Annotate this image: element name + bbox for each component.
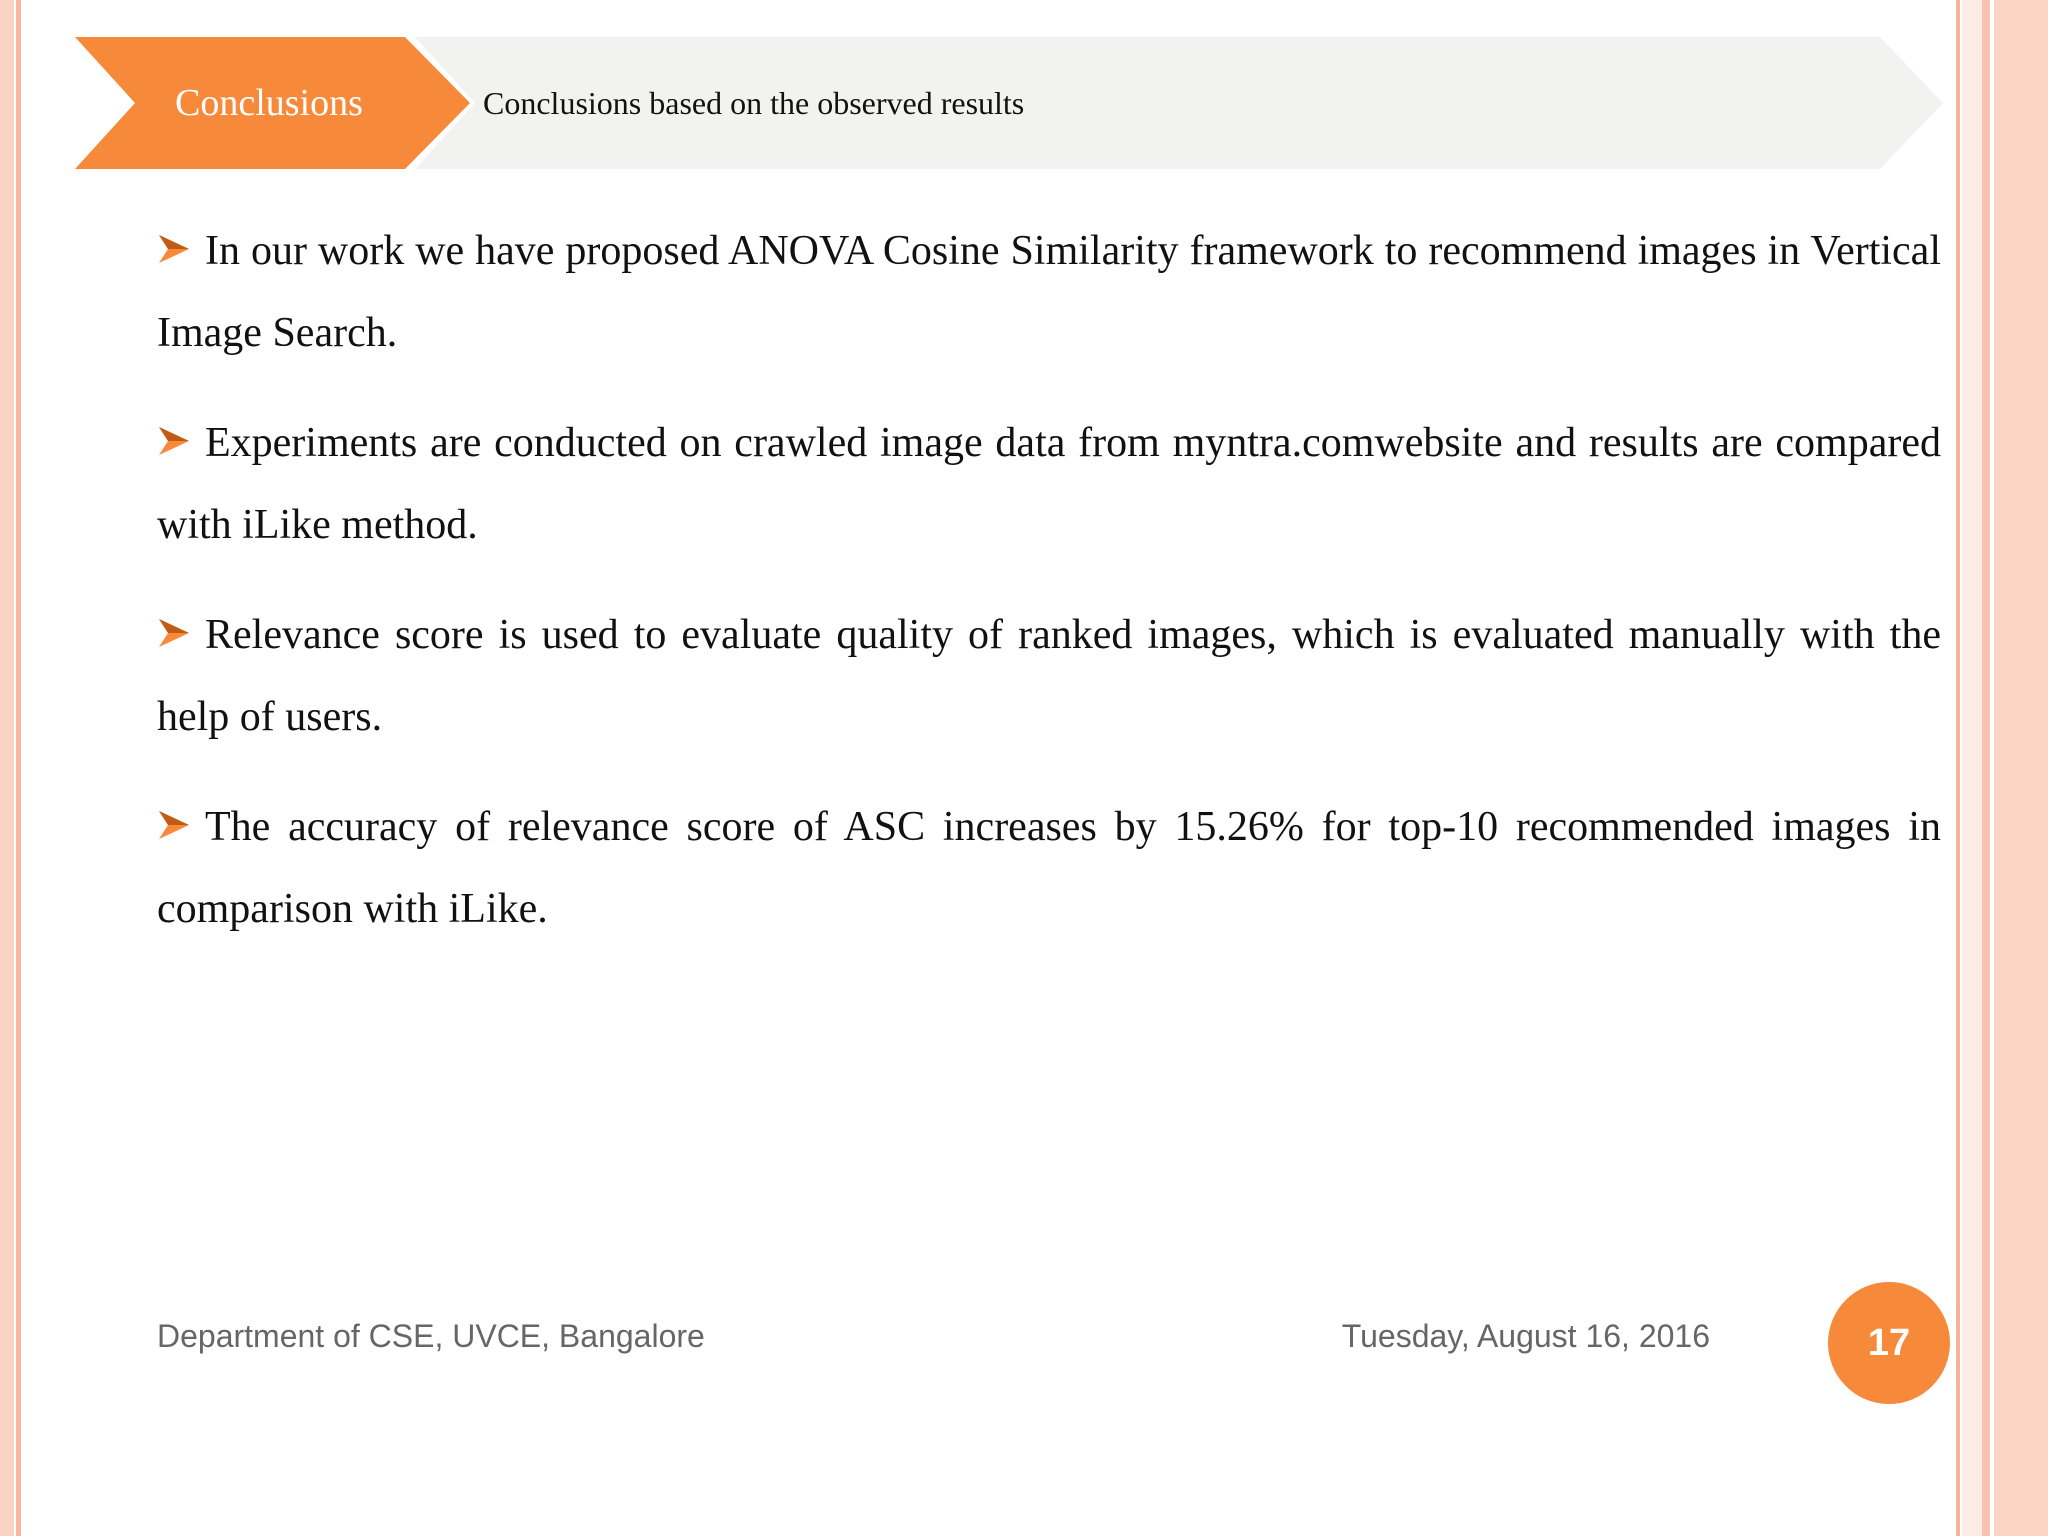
- footer-department: Department of CSE, UVCE, Bangalore: [157, 1318, 705, 1354]
- section-subtitle: Conclusions based on the observed results: [483, 85, 1025, 121]
- bullet-item: [157, 402, 1941, 566]
- bullet-list: [157, 210, 1941, 978]
- arrow-bullet-icon: [157, 232, 191, 266]
- left-decorative-border: [0, 0, 26, 1536]
- bullet-text: The accuracy of relevance score of ASC increases by 15.26% for top-10 recommended images in comparison with iLike.: [157, 804, 1941, 932]
- bullet-text: Relevance score is used to evaluate quality of ranked images, which is evaluated manually with the help of users.: [157, 612, 1941, 740]
- bullet-text: In our work we have proposed ANOVA Cosine Similarity framework to recommend images in Vertical Image Search.: [157, 228, 1941, 356]
- bullet-text: Experiments are conducted on crawled image data from myntra.comwebsite and results are compared with iLike method.: [157, 420, 1941, 548]
- arrow-bullet-icon: [157, 808, 191, 842]
- bullet-item: [157, 786, 1941, 950]
- page-number-badge: 17: [1828, 1282, 1950, 1404]
- bullet-item: [157, 210, 1941, 374]
- footer-date: Tuesday, August 16, 2016: [1341, 1318, 1710, 1354]
- section-label: Conclusions: [175, 82, 363, 124]
- bullet-item: [157, 594, 1941, 758]
- right-decorative-border: [1956, 0, 2048, 1536]
- arrow-bullet-icon: [157, 616, 191, 650]
- slide-header: [75, 37, 1943, 169]
- arrow-bullet-icon: [157, 424, 191, 458]
